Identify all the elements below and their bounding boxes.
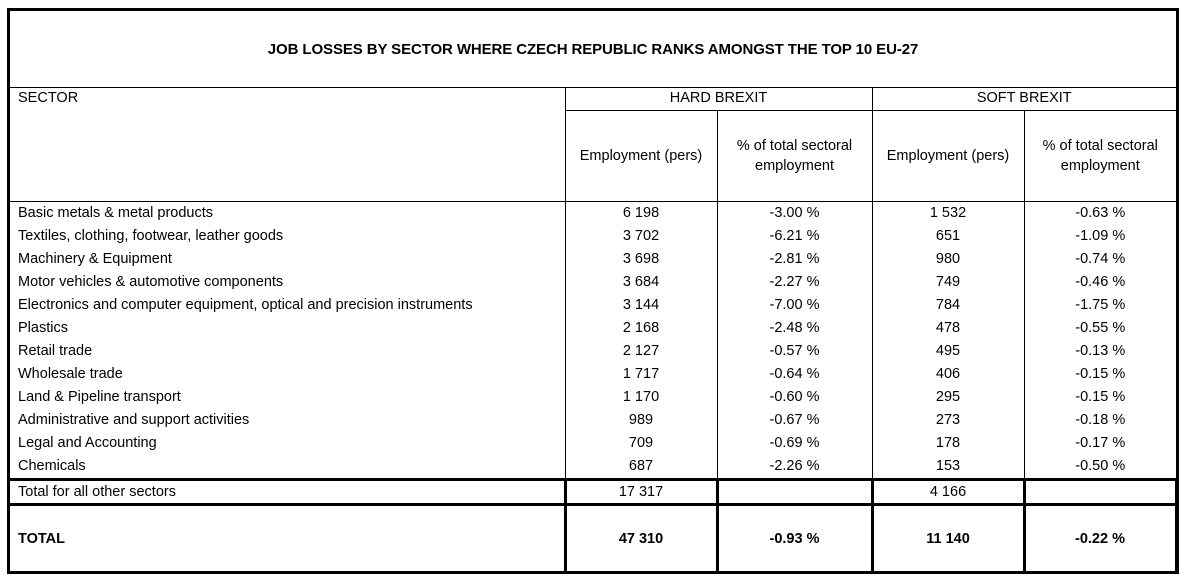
hard-pct-cell: -6.21 %: [717, 225, 872, 248]
table-row: [10, 432, 1176, 455]
total-soft-pct-cell: -0.22 %: [1024, 505, 1176, 574]
table-row: [10, 317, 1176, 340]
other-hard-pct-cell: [717, 480, 872, 505]
hard-pct-cell: -0.60 %: [717, 386, 872, 409]
sector-cell: Plastics: [18, 320, 68, 337]
total-label: TOTAL: [10, 505, 565, 574]
other-soft-pct-cell: [1024, 480, 1176, 505]
header-row-scenarios: [10, 87, 1176, 111]
hard-pct-cell: -2.81 %: [717, 248, 872, 271]
table-row: [10, 363, 1176, 386]
soft-employment-cell: 478: [872, 317, 1024, 340]
sector-cell: Legal and Accounting: [18, 435, 157, 452]
table-row: [10, 455, 1176, 480]
soft-employment-cell: 178: [872, 432, 1024, 455]
table-row: [10, 271, 1176, 294]
soft-employment-cell: 295: [872, 386, 1024, 409]
hard-pct-cell: -2.48 %: [717, 317, 872, 340]
soft-employment-cell: 1 532: [872, 202, 1024, 226]
table-row: [10, 225, 1176, 248]
other-soft-employment-cell: 4 166: [872, 480, 1024, 505]
table-row: [10, 294, 1176, 317]
soft-pct-cell: -0.74 %: [1024, 248, 1176, 271]
table-row: [10, 340, 1176, 363]
sector-cell: Land & Pipeline transport: [18, 389, 181, 406]
hard-employment-cell: 989: [565, 409, 717, 432]
sector-cell: Basic metals & metal products: [10, 202, 565, 226]
sector-cell: Retail trade: [18, 343, 93, 360]
sector-cell: Wholesale trade: [18, 366, 123, 383]
hard-employment-cell: 1 717: [565, 363, 717, 386]
hard-employment-cell: 3 698: [565, 248, 717, 271]
hard-pct-cell: -0.67 %: [717, 409, 872, 432]
table-row: [10, 409, 1176, 432]
other-sectors-label: Total for all other sectors: [10, 480, 565, 505]
hard-employment-header: Employment (pers): [565, 111, 717, 202]
soft-employment-cell: 273: [872, 409, 1024, 432]
hard-pct-cell: -0.64 %: [717, 363, 872, 386]
job-losses-table-frame: [7, 8, 1179, 574]
soft-employment-cell: 749: [872, 271, 1024, 294]
soft-employment-cell: 784: [872, 294, 1024, 317]
job-losses-table: [10, 87, 1178, 573]
total-hard-pct-cell: -0.93 %: [717, 505, 872, 574]
hard-pct-cell: -3.00 %: [717, 202, 872, 226]
hard-employment-cell: 3 684: [565, 271, 717, 294]
other-hard-employment-cell: 17 317: [565, 480, 717, 505]
hard-employment-cell: 2 127: [565, 340, 717, 363]
total-soft-employment-cell: 11 140: [872, 505, 1024, 574]
sector-cell: Textiles, clothing, footwear, leather goods: [18, 228, 284, 245]
hard-pct-cell: -2.27 %: [717, 271, 872, 294]
total-hard-employment-cell: 47 310: [565, 505, 717, 574]
hard-employment-cell: 687: [565, 455, 717, 480]
soft-pct-cell: -0.63 %: [1024, 202, 1176, 226]
soft-pct-header: % of total sectoral employment: [1024, 111, 1176, 202]
soft-pct-cell: -0.15 %: [1024, 386, 1176, 409]
hard-pct-cell: -0.69 %: [717, 432, 872, 455]
sector-header: SECTOR: [18, 90, 79, 106]
hard-employment-cell: 1 170: [565, 386, 717, 409]
soft-employment-cell: 651: [872, 225, 1024, 248]
soft-brexit-header: SOFT BREXIT: [872, 87, 1176, 111]
soft-pct-cell: -0.55 %: [1024, 317, 1176, 340]
soft-pct-cell: -0.46 %: [1024, 271, 1176, 294]
hard-employment-cell: 3 144: [565, 294, 717, 317]
soft-employment-cell: 495: [872, 340, 1024, 363]
table-row: [10, 202, 1176, 226]
table-row: [10, 386, 1176, 409]
other-sectors-row: [10, 480, 1176, 505]
soft-pct-cell: -1.09 %: [1024, 225, 1176, 248]
sector-cell: Administrative and support activities: [18, 412, 250, 429]
hard-employment-cell: 2 168: [565, 317, 717, 340]
soft-employment-cell: 406: [872, 363, 1024, 386]
soft-pct-cell: -0.17 %: [1024, 432, 1176, 455]
soft-employment-cell: 153: [872, 455, 1024, 480]
hard-brexit-header: HARD BREXIT: [565, 87, 872, 111]
hard-pct-header: % of total sectoral employment: [717, 111, 872, 202]
table-row: [10, 248, 1176, 271]
soft-pct-cell: -0.50 %: [1024, 455, 1176, 480]
soft-pct-cell: -0.18 %: [1024, 409, 1176, 432]
soft-employment-header: Employment (pers): [872, 111, 1024, 202]
soft-pct-cell: -0.13 %: [1024, 340, 1176, 363]
soft-pct-cell: -1.75 %: [1024, 294, 1176, 317]
hard-employment-cell: 6 198: [565, 202, 717, 226]
sector-cell: Machinery & Equipment: [18, 251, 172, 268]
hard-pct-cell: -2.26 %: [717, 455, 872, 480]
hard-employment-cell: 709: [565, 432, 717, 455]
hard-pct-cell: -7.00 %: [717, 294, 872, 317]
sector-cell: Motor vehicles & automotive components: [18, 274, 284, 291]
hard-employment-cell: 3 702: [565, 225, 717, 248]
sector-cell: Electronics and computer equipment, optical and precision instruments: [18, 297, 473, 314]
table-title: JOB LOSSES BY SECTOR WHERE CZECH REPUBLIC RANKS AMONGST THE TOP 10 EU-27: [10, 11, 1176, 88]
total-row: [10, 505, 1176, 574]
sector-cell: Chemicals: [18, 458, 86, 475]
hard-pct-cell: -0.57 %: [717, 340, 872, 363]
soft-employment-cell: 980: [872, 248, 1024, 271]
soft-pct-cell: -0.15 %: [1024, 363, 1176, 386]
